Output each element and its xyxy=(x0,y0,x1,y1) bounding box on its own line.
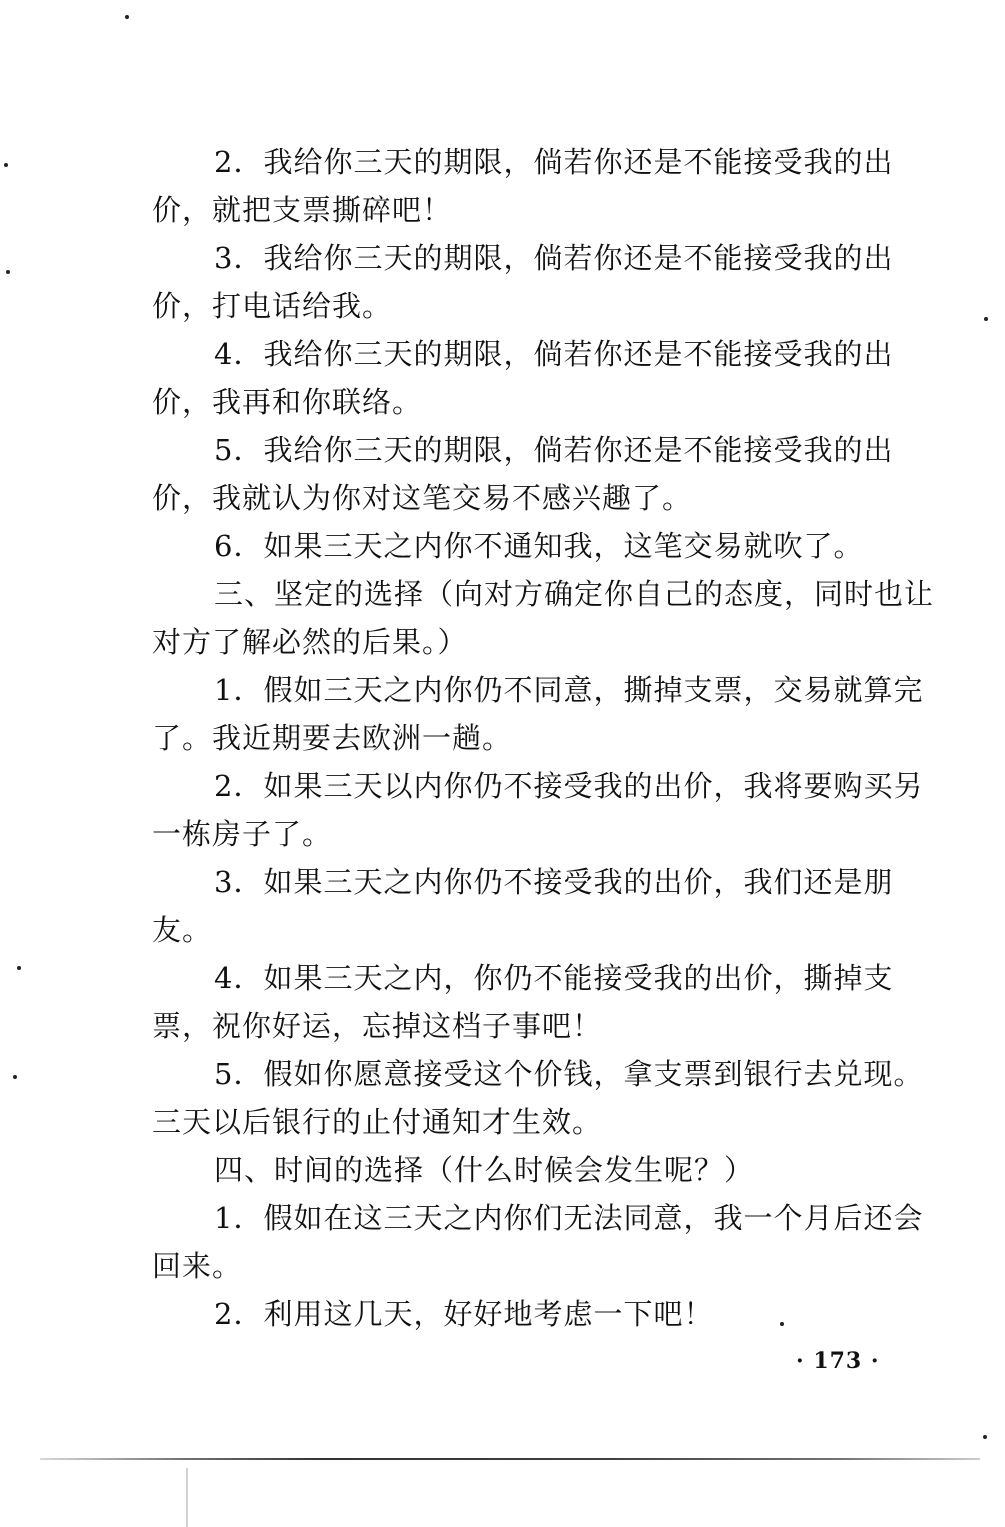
paragraph xyxy=(152,1290,912,1338)
paragraph-line: 价，我再和你联络。 xyxy=(152,385,423,419)
paragraph xyxy=(152,330,912,426)
paragraph xyxy=(152,522,912,570)
scan-speck xyxy=(13,1075,17,1079)
paragraph-line: 2．我给你三天的期限，倘若你还是不能接受我的出 xyxy=(214,145,894,179)
paragraph-line: 友。 xyxy=(152,913,213,947)
scan-speck xyxy=(984,317,988,321)
paragraph-line: 6．如果三天之内你不通知我，这笔交易就吹了。 xyxy=(214,529,864,563)
scan-speck xyxy=(17,966,21,970)
paragraph-line: 3．如果三天之内你仍不接受我的出价，我们还是朋 xyxy=(214,865,894,899)
paragraph-line: 一栋房子了。 xyxy=(152,817,333,851)
paragraph-line: 了。我近期要去欧洲一趟。 xyxy=(152,721,513,755)
page-number: · 173 · xyxy=(796,1348,880,1374)
paragraph-line: 价，就把支票撕碎吧！ xyxy=(152,193,453,227)
paragraph-line: 1．假如三天之内你仍不同意，撕掉支票，交易就算完 xyxy=(214,673,924,707)
section-heading xyxy=(152,1146,912,1194)
scan-speck xyxy=(780,1322,784,1326)
paragraph xyxy=(152,954,912,1050)
binding-shadow xyxy=(186,1468,188,1527)
scan-edge-rule xyxy=(40,1458,980,1460)
paragraph-line: 价，我就认为你对这笔交易不感兴趣了。 xyxy=(152,481,693,515)
paragraph-line: 三、坚定的选择（向对方确定你自己的态度，同时也让 xyxy=(214,577,935,611)
paragraph-line: 对方了解必然的后果。） xyxy=(152,625,468,659)
paragraph xyxy=(152,858,912,954)
scan-speck xyxy=(125,15,129,19)
paragraph xyxy=(152,426,912,522)
paragraph-line: 回来。 xyxy=(152,1249,243,1283)
section-heading xyxy=(152,570,935,666)
paragraph-line: 5．假如你愿意接受这个价钱，拿支票到银行去兑现。 xyxy=(214,1057,924,1091)
paragraph-line: 1．假如在这三天之内你们无法同意，我一个月后还会 xyxy=(214,1201,924,1235)
paragraph-line: 2．利用这几天，好好地考虑一下吧！ xyxy=(214,1297,714,1331)
paragraph xyxy=(152,1050,924,1146)
paragraph-line: 价，打电话给我。 xyxy=(152,289,393,323)
paragraph-line: 票，祝你好运，忘掉这档子事吧！ xyxy=(152,1009,603,1043)
paragraph-line: 三天以后银行的止付通知才生效。 xyxy=(152,1105,603,1139)
body-text xyxy=(152,138,935,1338)
paragraph-line: 四、时间的选择（什么时候会发生呢？） xyxy=(214,1153,755,1187)
paragraph-line: 4．我给你三天的期限，倘若你还是不能接受我的出 xyxy=(214,337,894,371)
paragraph-line: 2．如果三天以内你仍不接受我的出价，我将要购买另 xyxy=(214,769,924,803)
paragraph-line: 4．如果三天之内，你仍不能接受我的出价，撕掉支 xyxy=(214,961,894,995)
paragraph-line: 5．我给你三天的期限，倘若你还是不能接受我的出 xyxy=(214,433,894,467)
paragraph xyxy=(152,762,924,858)
paragraph-line: 3．我给你三天的期限，倘若你还是不能接受我的出 xyxy=(214,241,894,275)
scan-speck xyxy=(4,163,8,167)
paragraph xyxy=(152,138,912,234)
paragraph xyxy=(152,234,912,330)
scan-speck xyxy=(983,1435,987,1439)
paragraph xyxy=(152,666,924,762)
scan-speck xyxy=(6,270,10,274)
paragraph xyxy=(152,1194,924,1290)
